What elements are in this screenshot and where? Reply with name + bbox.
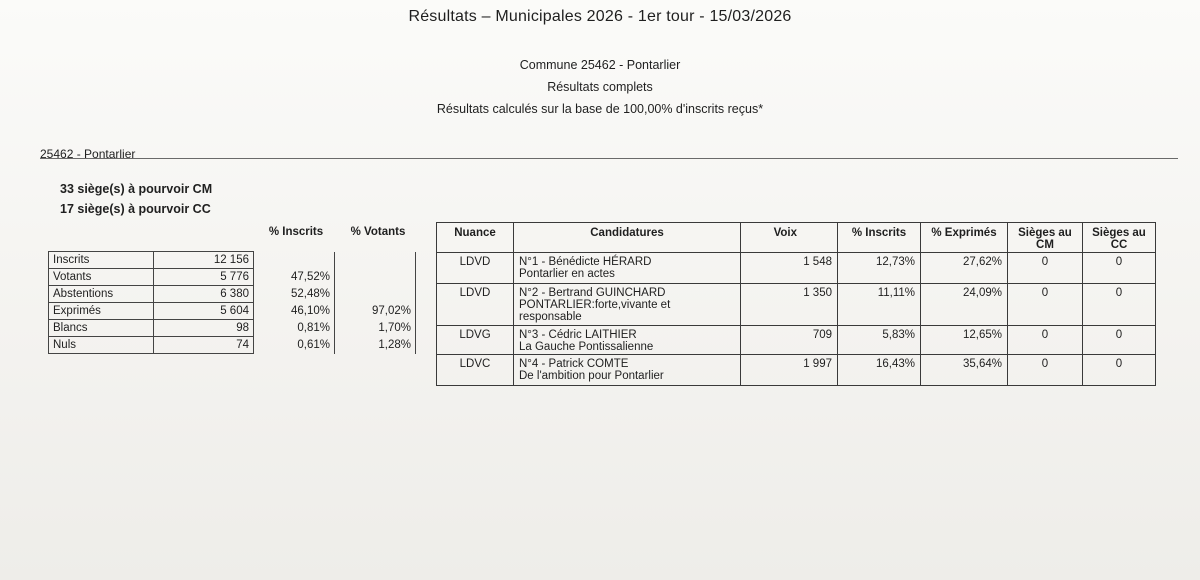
- participation-table: [48, 251, 416, 354]
- candidate-pct-inscrits: 16,43%: [838, 355, 921, 386]
- candidates-table: [436, 222, 1156, 386]
- candidate-name: N°2 - Bertrand GUINCHARD: [519, 287, 666, 299]
- participation-pct-votants: [335, 286, 416, 303]
- candidate-pct-exprimes: 27,62%: [921, 253, 1008, 284]
- candidate-nuance: LDVD: [437, 253, 514, 284]
- participation-pct-votants: [335, 252, 416, 269]
- participation-pct-inscrits: 46,10%: [254, 303, 335, 320]
- candidate-sieges-cc: 0: [1083, 253, 1156, 284]
- candidate-name: N°3 - Cédric LAITHIER: [519, 329, 637, 341]
- candidate-sieges-cm: 0: [1008, 284, 1083, 326]
- candidate-cell: [514, 284, 741, 326]
- candidate-list-name: De l'ambition pour Pontarlier: [519, 370, 664, 382]
- participation-row-votants: [49, 269, 416, 286]
- candidate-sieges-cm: 0: [1008, 355, 1083, 386]
- candidate-sieges-cm: 0: [1008, 326, 1083, 355]
- participation-pct-votants: [335, 269, 416, 286]
- participation-label: Blancs: [49, 320, 154, 337]
- section-divider: [40, 158, 1178, 159]
- results-subtitle: Résultats complets: [547, 80, 653, 94]
- header-sieges-cc: Sièges au CC: [1083, 223, 1156, 253]
- participation-row-abstentions: [49, 286, 416, 303]
- seats-cc: 17 siège(s) à pourvoir CC: [60, 202, 211, 216]
- seats-cm: 33 siège(s) à pourvoir CM: [60, 182, 213, 196]
- candidate-list-name: Pontarlier en actes: [519, 268, 615, 280]
- candidate-name: N°4 - Patrick COMTE: [519, 358, 629, 370]
- participation-value: 74: [154, 337, 254, 354]
- header-nuance: Nuance: [437, 223, 514, 253]
- candidate-cell: [514, 253, 741, 284]
- candidate-list-name: La Gauche Pontissalienne: [519, 341, 654, 353]
- candidate-sieges-cm: 0: [1008, 253, 1083, 284]
- participation-value: 5 776: [154, 269, 254, 286]
- candidate-pct-inscrits: 5,83%: [838, 326, 921, 355]
- participation-value: 6 380: [154, 286, 254, 303]
- participation-pct-votants: 1,70%: [335, 320, 416, 337]
- commune-heading: Commune 25462 - Pontarlier: [519, 58, 681, 72]
- candidate-voix: 1 548: [741, 253, 838, 284]
- results-basis-note: Résultats calculés sur la base de 100,00% d'inscrits reçus*: [436, 102, 764, 116]
- candidate-pct-inscrits: 12,73%: [838, 253, 921, 284]
- candidate-nuance: LDVD: [437, 284, 514, 326]
- participation-label: Votants: [49, 269, 154, 286]
- participation-header-pct-votants: % Votants: [350, 226, 406, 238]
- header-pct-exprimes: % Exprimés: [921, 223, 1008, 253]
- document-title: Résultats – Municipales 2026 - 1er tour - 15/03/2026: [408, 8, 792, 25]
- candidate-nuance: LDVG: [437, 326, 514, 355]
- participation-row-inscrits: [49, 252, 416, 269]
- candidate-voix: 709: [741, 326, 838, 355]
- participation-header-pct-inscrits: % Inscrits: [268, 226, 324, 238]
- participation-row-exprimes: [49, 303, 416, 320]
- candidate-cell: [514, 326, 741, 355]
- participation-pct-inscrits: 52,48%: [254, 286, 335, 303]
- candidate-row: [437, 284, 1156, 326]
- participation-pct-inscrits: 0,81%: [254, 320, 335, 337]
- candidate-voix: 1 350: [741, 284, 838, 326]
- participation-label: Inscrits: [49, 252, 154, 269]
- candidate-pct-exprimes: 12,65%: [921, 326, 1008, 355]
- participation-label: Abstentions: [49, 286, 154, 303]
- header-voix: Voix: [741, 223, 838, 253]
- candidate-sieges-cc: 0: [1083, 284, 1156, 326]
- candidate-row: [437, 355, 1156, 386]
- candidate-row: [437, 253, 1156, 284]
- candidate-row: [437, 326, 1156, 355]
- participation-pct-votants: 1,28%: [335, 337, 416, 354]
- participation-pct-inscrits: [254, 252, 335, 269]
- candidate-pct-inscrits: 11,11%: [838, 284, 921, 326]
- participation-row-blancs: [49, 320, 416, 337]
- candidate-name: N°1 - Bénédicte HÉRARD: [519, 256, 652, 268]
- candidate-voix: 1 997: [741, 355, 838, 386]
- candidate-sieges-cc: 0: [1083, 326, 1156, 355]
- candidate-pct-exprimes: 24,09%: [921, 284, 1008, 326]
- candidate-pct-exprimes: 35,64%: [921, 355, 1008, 386]
- participation-label: Exprimés: [49, 303, 154, 320]
- participation-pct-inscrits: 0,61%: [254, 337, 335, 354]
- candidate-list-name: PONTARLIER:forte,vivante et responsable: [519, 299, 671, 323]
- participation-pct-inscrits: 47,52%: [254, 269, 335, 286]
- participation-value: 5 604: [154, 303, 254, 320]
- participation-row-nuls: [49, 337, 416, 354]
- candidate-sieges-cc: 0: [1083, 355, 1156, 386]
- candidate-cell: [514, 355, 741, 386]
- candidate-nuance: LDVC: [437, 355, 514, 386]
- participation-pct-votants: 97,02%: [335, 303, 416, 320]
- header-pct-inscrits: % Inscrits: [838, 223, 921, 253]
- header-candidatures: Candidatures: [514, 223, 741, 253]
- candidates-header-row: [437, 223, 1156, 253]
- header-sieges-cm: Sièges au CM: [1008, 223, 1083, 253]
- participation-value: 12 156: [154, 252, 254, 269]
- participation-value: 98: [154, 320, 254, 337]
- participation-label: Nuls: [49, 337, 154, 354]
- commune-section-label: 25462 - Pontarlier: [40, 147, 136, 161]
